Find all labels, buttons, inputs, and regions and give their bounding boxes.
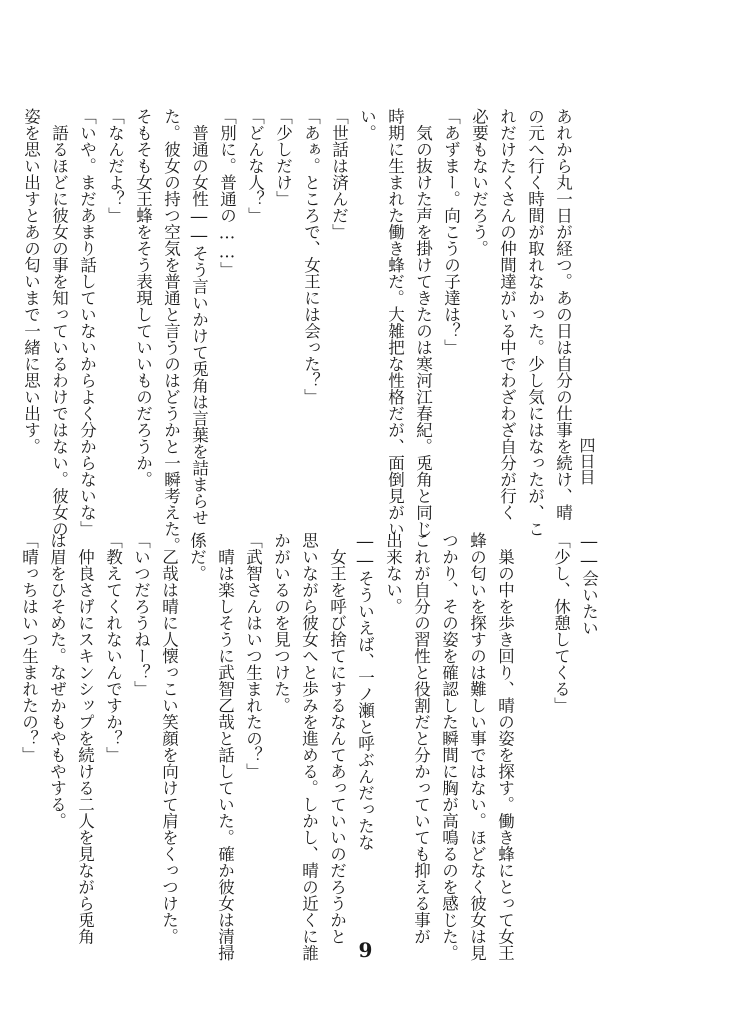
upper-line-15: た。彼女の持つ空気を普通と言うのはどうかと一瞬考えた。 (161, 108, 181, 554)
upper-line-19: 語るほどに彼女の事を知っているわけではない。彼女の (49, 108, 69, 537)
upper-line-4: 必要もないだろう。 (469, 108, 489, 257)
upper-line-20: 姿を思い出すとあの匂いまで一緒に思い出す。 (21, 108, 41, 455)
lower-line-13: 「武智さんはいつ生まれたの？」 (243, 532, 263, 780)
lower-line-7: これが自分の習性と役割だと分かっていても抑える事が (411, 532, 431, 945)
lower-line-2: 「少し、休憩してくる」 (551, 532, 571, 714)
lower-line-12: かがいるのを見つけた。 (271, 532, 291, 714)
lower-line-19: 仲良さげにスキンシップを続ける二人を見ながら兎角 (75, 532, 95, 945)
upper-line-10: 「あぁ。ところで、女王には会った？」 (301, 108, 321, 405)
upper-line-7: 時期に生まれた働き蜂だ。大雑把な性格だが、面倒見がい (385, 108, 405, 537)
lower-line-21: 「晴っちはいつ生まれたの？」 (19, 532, 39, 763)
upper-line-1: あれから丸一日が経つ。あの日は自分の仕事を続け、晴 (553, 108, 573, 521)
lower-line-14: 晴は楽しそうに武智乙哉と話していた。確か彼女は清掃 (215, 532, 235, 961)
upper-line-5: 「あずまー。向こうの子達は？」 (441, 108, 461, 356)
lower-line-20: は眉をひそめた。なぜかもやもやする。 (47, 532, 67, 829)
lower-line-6: つかり、その姿を確認した瞬間に胸が高鳴るのを感じた。 (439, 532, 459, 961)
lower-line-1: ――会いたい (579, 532, 599, 636)
upper-line-14: 普通の女性――そう言いかけて兎角は言葉を詰まらせ (189, 108, 209, 526)
chapter-heading: 四日目 (577, 437, 596, 485)
upper-line-2: の元へ行く時間が取れなかった。少し気にはなったが、こ (525, 108, 545, 537)
upper-line-6: 気の抜けた声を掛けてきたのは寒河江春紀。兎角と同じ (413, 108, 433, 537)
lower-line-4: 巣の中を歩き回り、晴の姿を探す。働き蜂にとって女王 (495, 532, 515, 961)
lower-line-16: 乙哉は晴に人懐っこい笑顔を向けて肩をくっつけた。 (159, 532, 179, 945)
upper-line-13: 「別に。普通の……」 (217, 108, 237, 278)
lower-line-10: 女王を呼び捨てにするなんてあっていいのだろうかと (327, 532, 347, 945)
lower-line-18: 「教えてくれないんですか？」 (103, 532, 123, 763)
lower-line-8: 出来ない。 (383, 532, 403, 615)
upper-line-11: 「少しだけ」 (273, 108, 293, 207)
upper-line-16: そもそも女王蜂をそう表現していいものだろうか。 (133, 108, 153, 488)
upper-line-17: 「なんだよ？」 (105, 108, 125, 224)
upper-line-18: 「いや。まだあまり話していないからよく分からないな」 (77, 108, 97, 537)
upper-line-9: 「世話は済んだ」 (329, 108, 349, 240)
upper-line-8: い。 (357, 108, 377, 141)
lower-line-5: 蜂の匂いを探すのは難しい事ではない。ほどなく彼女は見 (467, 532, 487, 961)
upper-line-3: れだけたくさんの仲間達がいる中でわざわざ自分が行く (497, 108, 517, 521)
page-number: 9 (358, 938, 373, 962)
upper-line-12: 「どんな人？」 (245, 108, 265, 224)
lower-line-15: 係だ。 (187, 532, 207, 582)
lower-line-17: 「いつだろうねー？」 (131, 532, 151, 697)
lower-line-9: ――そういえば、一ノ瀬と呼ぶんだったな (355, 532, 375, 851)
lower-line-11: 思いながら彼女へと歩みを進める。しかし、晴の近くに誰 (299, 532, 319, 961)
